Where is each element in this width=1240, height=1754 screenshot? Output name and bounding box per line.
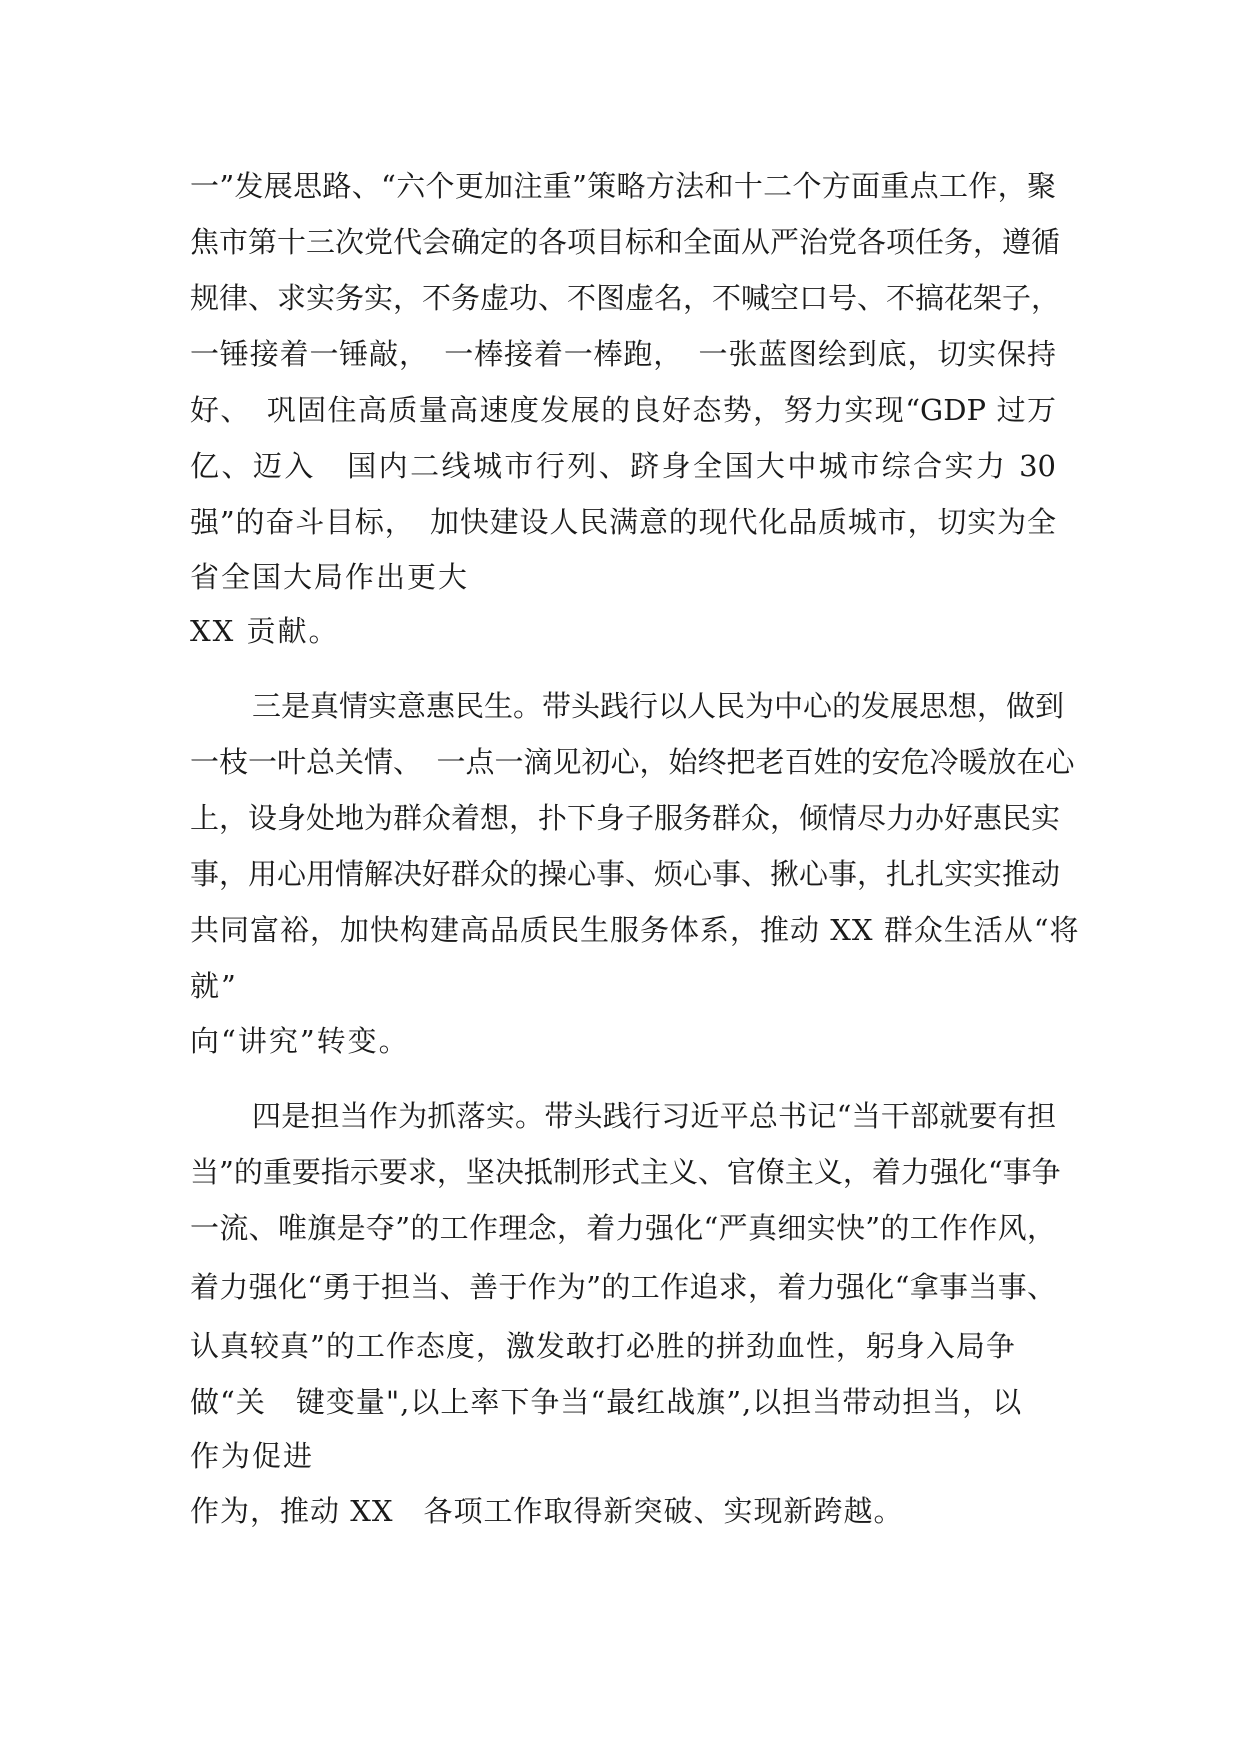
text-line: 好、 巩固住高质量高速度发展的良好态势，努力实现“GDP 过万 — [190, 393, 1056, 427]
text-line: 一锤接着一锤敲， 一棒接着一棒跑， 一张蓝图绘到底，切实保持 — [190, 337, 1056, 371]
text-line: 一枝一叶总关情、 一点一滴见初心，始终把老百姓的安危冷暖放在心 — [190, 745, 1075, 779]
paragraph-heading-line: 三是真情实意惠民生。带头践行以人民为中心的发展思想，做到 — [252, 689, 1065, 723]
text-line: 一流、唯旗是夺”的工作理念，着力强化“严真细实快”的工作作风， — [190, 1211, 1056, 1245]
text-line: 亿、迈入 国内二线城市行列、跻身全国大中城市综合实力 30 — [190, 449, 1056, 483]
text-line: 强”的奋斗目标， 加快建设人民满意的现代化品质城市，切实为全 — [190, 505, 1056, 539]
text-line: 作为，推动 XX 各项工作取得新突破、实现新跨越。 — [190, 1494, 904, 1528]
text-line: 共同富裕，加快构建高品质民生服务体系，推动 XX 群众生活从“将 — [190, 913, 1080, 947]
text-line: 事，用心用情解决好群众的操心事、烦心事、揪心事，扎扎实实推动 — [190, 857, 1061, 891]
text-line: 认真较真”的工作态度，激发敢打必胜的拼劲血性，躬身入局争 — [190, 1329, 1016, 1363]
text-line: 省全国大局作出更大 — [190, 560, 470, 594]
text-line: 向“讲究”转变。 — [190, 1024, 410, 1058]
text-line: 作为促进 — [190, 1439, 315, 1473]
text-line: 焦市第十三次党代会确定的各项目标和全面从严治党各项任务，遵循 — [190, 225, 1061, 259]
text-line: 着力强化“勇于担当、善于作为”的工作追求，着力强化“拿事当事、 — [190, 1270, 1056, 1304]
text-line: 就” — [190, 969, 238, 1003]
text-line: 一”发展思路、“六个更加注重”策略方法和十二个方面重点工作，聚 — [190, 169, 1056, 203]
text-line: 当”的重要指示要求，坚决抵制形式主义、官僚主义，着力强化“事争 — [190, 1155, 1061, 1189]
paragraph-heading-line: 四是担当作为抓落实。带头践行习近平总书记“当干部就要有担 — [252, 1099, 1056, 1133]
text-line: 上，设身处地为群众着想，扑下身子服务群众，倾情尽力办好惠民实 — [190, 801, 1061, 835]
text-line: 做“关 键变量",以上率下争当“最红战旗”,以担当带动担当，以 — [190, 1385, 1023, 1419]
text-line: XX 贡献。 — [190, 614, 340, 648]
text-line: 规律、求实务实，不务虚功、不图虚名，不喊空口号、不搞花架子， — [190, 281, 1061, 315]
